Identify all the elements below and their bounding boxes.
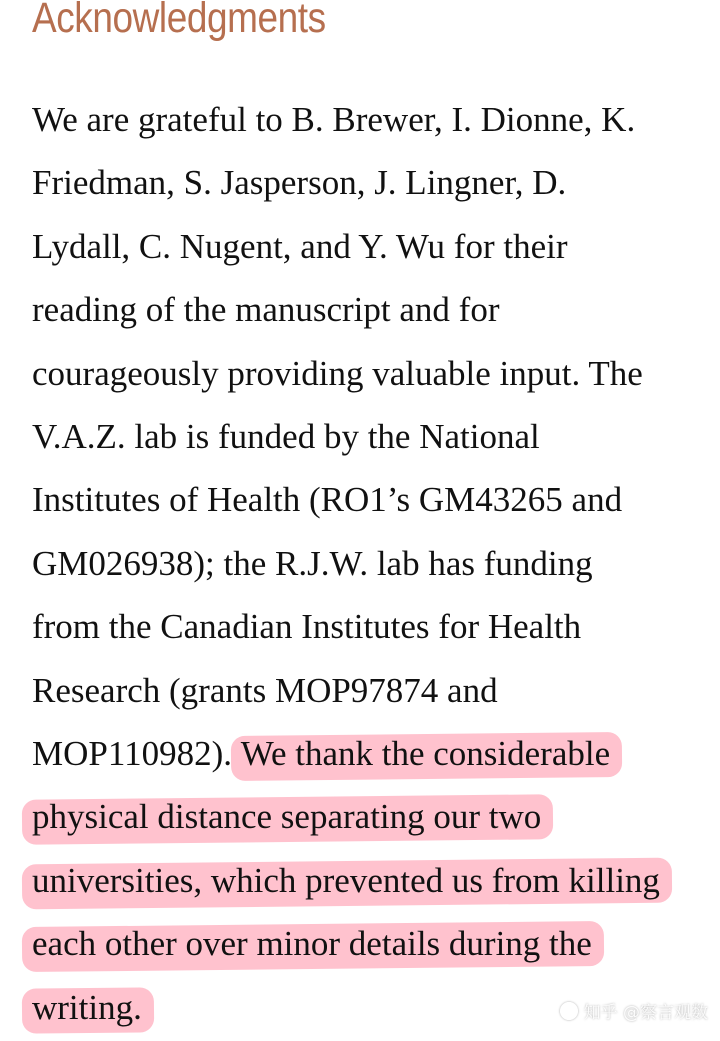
text-line bbox=[32, 354, 643, 394]
highlighted-text: universities, which prevented us from killing bbox=[32, 860, 660, 900]
text-line bbox=[32, 290, 499, 330]
line-text: from the Canadian Institutes for Health bbox=[32, 607, 582, 647]
text-line bbox=[32, 671, 498, 711]
line-text: reading of the manuscript and for bbox=[32, 290, 500, 330]
text-line bbox=[32, 924, 592, 964]
text-line bbox=[32, 417, 540, 457]
line-text: Institutes of Health (RO1’s GM43265 and bbox=[32, 480, 623, 520]
line-text: Lydall, C. Nugent, and Y. Wu for their bbox=[32, 226, 568, 266]
line-text: V.A.Z. lab is funded by the National bbox=[32, 417, 540, 456]
line-text: Friedman, S. Jasperson, J. Lingner, D. bbox=[32, 163, 567, 203]
text-line bbox=[32, 861, 660, 901]
line-text: Research (grants MOP97874 and bbox=[32, 670, 498, 710]
highlighted-text: physical distance separating our two bbox=[32, 797, 542, 837]
text-line bbox=[32, 100, 635, 140]
text-line bbox=[32, 227, 568, 267]
line-text: GM026938); the R.J.W. lab has funding bbox=[32, 543, 593, 583]
highlighted-text: each other over minor details during the bbox=[32, 924, 592, 964]
text-line bbox=[32, 797, 541, 837]
text-line bbox=[32, 480, 622, 520]
text-line bbox=[32, 988, 142, 1028]
line-text: MOP110982). bbox=[32, 734, 232, 773]
watermark bbox=[560, 998, 708, 1023]
highlighted-text: We thank the considerable bbox=[240, 734, 611, 773]
line-text: We are grateful to B. Brewer, I. Dionne, K. bbox=[32, 100, 636, 139]
circle-logo-icon bbox=[560, 1002, 578, 1020]
text-line bbox=[32, 734, 610, 774]
text-line bbox=[32, 607, 581, 647]
line-text: courageously providing valuable input. The bbox=[32, 353, 643, 393]
text-line bbox=[32, 163, 566, 203]
section-heading: Acknowledgments bbox=[32, 0, 326, 42]
highlighted-text: writing. bbox=[32, 987, 142, 1027]
text-line bbox=[32, 544, 593, 584]
watermark-text: 知乎 @察言观数 bbox=[583, 1003, 708, 1023]
